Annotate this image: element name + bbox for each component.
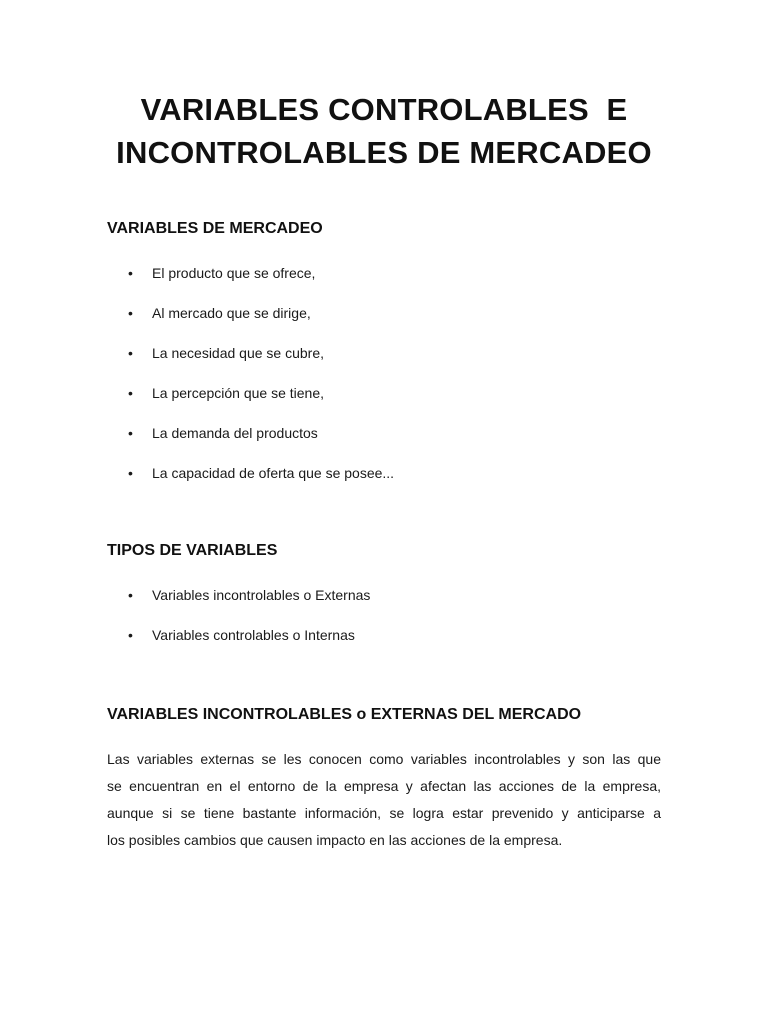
body-paragraph xyxy=(107,746,661,854)
bullet-icon: • xyxy=(128,465,133,481)
title-line-2: INCONTROLABLES DE MERCADEO xyxy=(116,135,652,170)
list-item-text: La percepción que se tiene, xyxy=(152,385,325,401)
bullet-icon: • xyxy=(128,425,133,441)
title-line-1: VARIABLES CONTROLABLES E xyxy=(140,92,628,127)
section-heading-variables-de-mercadeo: VARIABLES DE MERCADEO xyxy=(107,220,323,237)
list-item-text: El producto que se ofrece, xyxy=(152,265,316,281)
paragraph-line: los posibles cambios que causen impacto en las acciones de la empresa. xyxy=(107,832,563,848)
paragraph-line: Las variables externas se les conocen como variables incontrolables y son las que xyxy=(107,751,661,767)
bullet-icon: • xyxy=(128,385,133,401)
section-heading-tipos-de-variables: TIPOS DE VARIABLES xyxy=(107,542,278,559)
list-item-text: La capacidad de oferta que se posee... xyxy=(152,465,395,481)
bullet-icon: • xyxy=(128,265,133,281)
bullet-icon: • xyxy=(128,345,133,361)
bullet-icon: • xyxy=(128,587,133,603)
list-item-text: La demanda del productos xyxy=(152,425,318,441)
bullet-icon: • xyxy=(128,305,133,321)
list-item-text: Al mercado que se dirige, xyxy=(152,305,311,321)
paragraph-line: se encuentran en el entorno de la empresa y afectan las acciones de la empresa, xyxy=(107,778,661,794)
list-item-text: Variables incontrolables o Externas xyxy=(152,587,371,603)
paragraph-line: aunque si se tiene bastante información, se logra estar prevenido y anticiparse a xyxy=(107,805,661,821)
section-heading-variables-externas: VARIABLES INCONTROLABLES o EXTERNAS DEL MERCADO xyxy=(107,706,582,723)
bullet-icon: • xyxy=(128,627,133,643)
list-item-text: Variables controlables o Internas xyxy=(152,627,355,643)
page-title xyxy=(60,88,708,174)
list-item-text: La necesidad que se cubre, xyxy=(152,345,325,361)
